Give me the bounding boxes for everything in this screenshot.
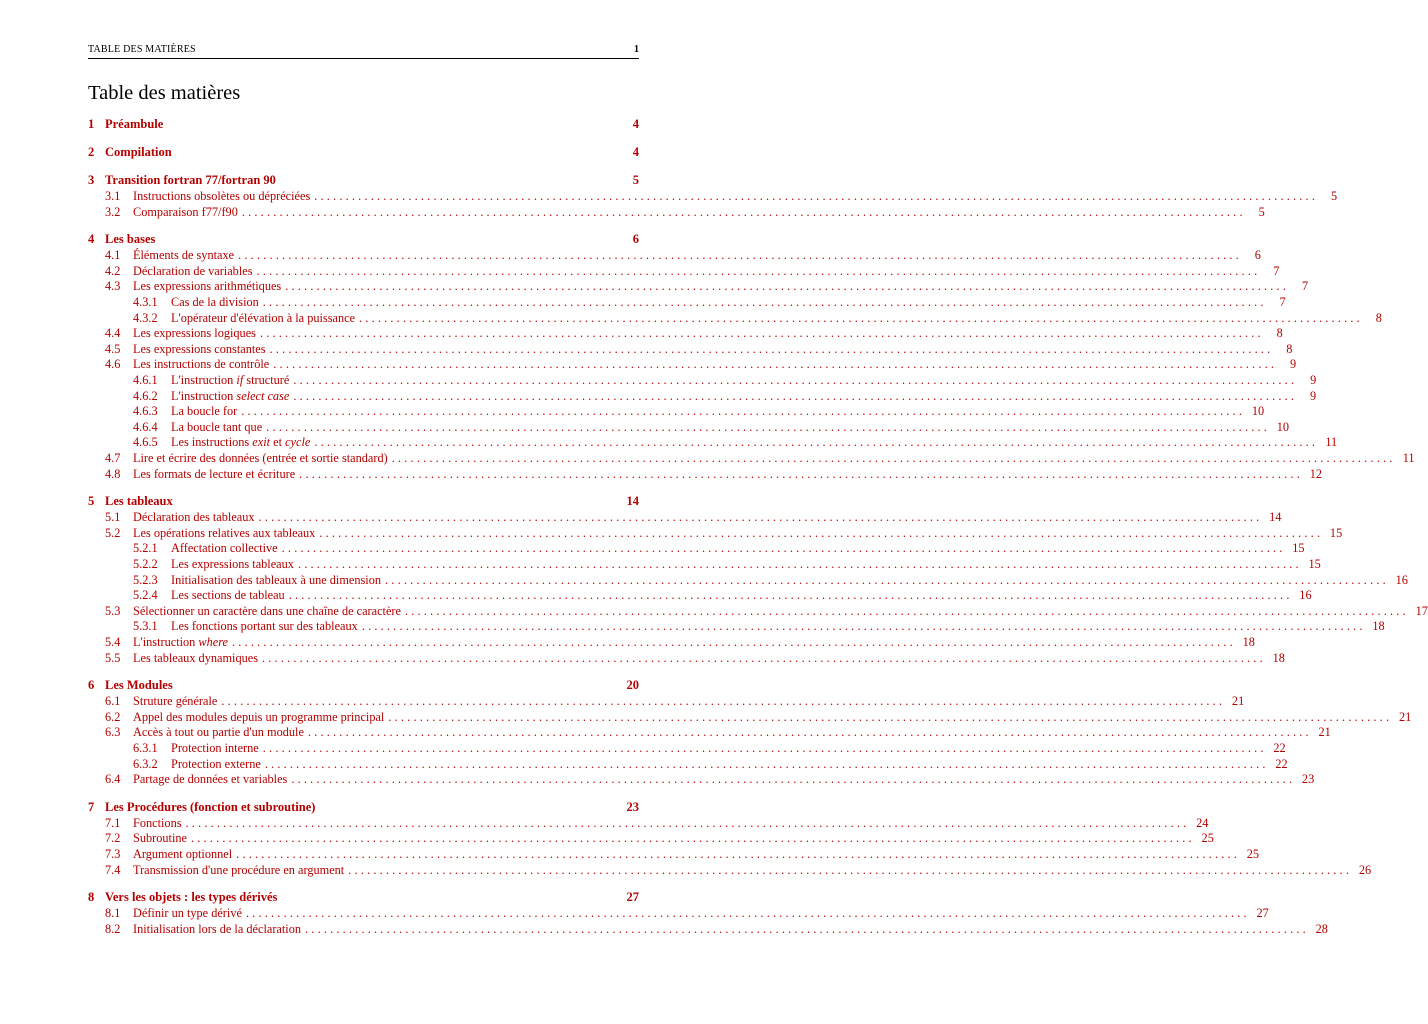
toc-leader-dots: ................................................................................................................................................................ [288,588,1293,603]
toc-entry-page: 27 [626,890,639,905]
toc-leader-dots: ................................................................................................................................................................ [266,419,1271,434]
toc-leader-dots: ................................................................................................................................................................ [241,204,1246,219]
toc-entry-number: 4.3.2 [133,310,158,325]
toc-entry-title: Les sections de tableau [171,588,285,603]
toc-entry-7[interactable] [88,799,639,815]
toc-entry-page: 16 [1299,588,1312,603]
toc-entry-number: 4 [88,232,95,247]
toc-entry-page: 28 [1315,921,1328,936]
toc-entry-page: 16 [1395,572,1408,587]
toc-leader-dots: ................................................................................................................................................................ [262,295,1267,309]
toc-entry-page: 7 [1273,263,1280,278]
toc-entry-page: 10 [1276,419,1290,434]
toc-entry-2[interactable] [88,144,639,160]
toc-leader-dots: ................................................................................................................................................................ [388,709,1393,724]
toc-leader-dots: ................................................................................................................................................................ [297,557,1302,571]
toc-entry-title: L'instruction select case [171,388,290,403]
toc-entry-page: 26 [1358,862,1372,877]
toc-entry-title: Déclaration de variables [133,263,253,278]
toc-entry-5-2-1[interactable] [88,540,1305,556]
toc-leader-dots: ................................................................................................................................................................ [391,451,1396,465]
toc-entry-number: 6.3.1 [133,741,158,755]
toc-leader-dots: ................................................................................................................................................................ [259,326,1264,341]
toc-entry-5-2-4[interactable] [88,587,1312,603]
toc-leader-dots: ................................................................................................................................................................ [262,741,1267,755]
toc-entry-title: Les instructions exit et cycle [171,435,311,450]
toc-leader-dots: ................................................................................................................................................................ [241,404,1246,419]
toc-entry-title: Préambule [105,117,164,131]
toc-entry-6-3-2[interactable] [88,756,1288,772]
toc-entry-5[interactable] [88,493,639,509]
toc-leader-dots: ................................................................................................................................................................ [269,341,1274,356]
toc-entry-page: 25 [1201,831,1214,846]
toc-leader-dots: ................................................................................................................................................................ [281,541,1286,556]
toc-entry-3-2[interactable] [88,204,1265,220]
toc-entry-title: Accès à tout ou partie d'un module [133,725,304,740]
toc-entry-3[interactable] [88,172,639,188]
toc-entry-number: 4.6 [105,357,121,372]
toc-entry-title: Protection interne [171,741,259,755]
toc-entry-title: Les tableaux dynamiques [133,650,258,665]
toc-entry-title: Les expressions logiques [133,326,256,341]
toc-entry-title: Cas de la division [171,295,259,309]
toc-entry-6[interactable] [88,677,639,693]
toc-entry-title: Les tableaux [105,494,173,509]
toc-entry-title: Compilation [105,145,172,159]
toc-entry-page: 5 [1330,189,1338,203]
toc-entry-number: 7.4 [105,862,121,877]
toc-entry-title: Comparaison f77/f90 [133,204,238,219]
toc-entry-6-4[interactable] [88,771,1315,787]
toc-leader-dots: ................................................................................................................................................................ [261,650,1266,665]
toc-entry-number: 6.1 [105,694,121,709]
toc-entry-title: Initialisation des tableaux à une dimension [171,572,382,587]
toc-entry-page: 6 [1254,248,1261,263]
toc-entry-4-4[interactable] [88,325,1283,341]
toc-entry-title: Transmission d'une procédure en argument [133,862,345,877]
toc-entry-5-2-2[interactable] [88,556,1321,572]
toc-entry-number: 7.3 [105,847,121,861]
toc-entry-number: 8 [88,890,95,905]
toc-entry-page: 17 [1415,603,1428,618]
toc-entry-number: 3.1 [105,189,121,203]
toc-entry-number: 6.2 [105,709,121,724]
toc-entry-4-2[interactable] [88,263,1280,279]
toc-entry-title: L'instruction where [133,635,229,649]
toc-entry-4-6-3[interactable] [88,403,1265,419]
toc-entry-number: 4.3 [105,279,121,294]
toc-leader-dots: ................................................................................................................................................................ [299,466,1304,481]
toc-entry-number: 4.5 [105,341,121,356]
toc-entry-4-6-4[interactable] [88,419,1290,435]
toc-entry-page: 6 [632,232,639,247]
toc-entry-page: 11 [1402,451,1415,465]
toc-entry-number: 4.2 [105,263,121,278]
toc-entry-page: 18 [1242,635,1255,649]
toc-entry-title: L'opérateur d'élévation à la puissance [171,310,356,325]
toc-entry-number: 5.2.3 [133,572,158,587]
toc-entry-8-1[interactable] [88,905,1269,921]
toc-entry-page: 4 [632,117,639,131]
toc-entry-5-4[interactable] [88,634,1255,650]
toc-entry-title: Les instructions de contrôle [133,357,270,372]
toc-leader-dots: ................................................................................................................................................................ [348,862,1353,877]
toc-entry-number: 4.8 [105,466,121,481]
toc-entry-4[interactable] [88,231,639,247]
toc-entry-title: Transition fortran 77/fortran 90 [105,173,276,187]
toc-entry-number: 4.7 [105,451,121,465]
toc-entry-number: 4.6.5 [133,435,158,450]
toc-leader-dots: ................................................................................................................................................................ [291,772,1296,787]
toc-entry-4-3-2[interactable] [88,310,1382,326]
toc-entry-page: 8 [1286,341,1293,356]
toc-entry-title: Les formats de lecture et écriture [133,466,296,481]
toc-leader-dots: ................................................................................................................................................................ [221,694,1226,709]
toc-entry-title: Initialisation lors de la déclaration [133,921,302,936]
toc-entry-number: 4.4 [105,326,121,341]
toc-entry-title: Les Modules [105,678,173,693]
toc-entry-number: 5.3.1 [133,619,158,634]
toc-entry-5-2-3[interactable] [88,572,1408,588]
toc-leader-dots: ................................................................................................................................................................ [285,279,1290,294]
toc-entry-number: 6 [88,678,95,693]
toc-leader-dots: ................................................................................................................................................................ [264,756,1269,771]
toc-entry-title: Les expressions tableaux [171,557,294,571]
toc-entry-page: 14 [1269,510,1282,525]
toc-entry-title: L'instruction if structuré [171,373,290,387]
toc-entry-page: 15 [1308,557,1321,571]
toc-entry-4-1[interactable] [88,247,1261,263]
toc-leader-dots: ................................................................................................................................................................ [307,725,1312,740]
toc-entry-page: 15 [1329,525,1343,540]
toc-entry-title: Les opérations relatives aux tableaux [133,525,316,540]
toc-entry-number: 7 [88,799,95,814]
toc-entry-number: 4.1 [105,248,121,263]
toc-entry-page: 5 [1258,204,1265,219]
toc-entry-4-8[interactable] [88,466,1323,482]
toc-leader-dots: ................................................................................................................................................................ [314,435,1319,450]
toc-entry-number: 2 [88,145,95,159]
toc-entry-page: 9 [1310,388,1317,403]
toc-entry-number: 8.2 [105,921,121,936]
toc-entry-title: Appel des modules depuis un programme principal [133,709,385,724]
toc-entry-page: 24 [1196,815,1209,830]
toc-entry-page: 27 [1256,906,1269,921]
toc-entry-4-7[interactable] [88,450,1415,466]
toc-entry-title: Affectation collective [171,541,278,556]
toc-entry-page: 12 [1309,466,1323,481]
toc-entry-title: Protection externe [171,756,261,771]
toc-entry-page: 11 [1325,435,1338,450]
toc-entry-number: 5.1 [105,510,121,525]
toc-entry-5-2[interactable] [88,525,1343,541]
toc-entry-4-5[interactable] [88,341,1293,357]
toc-leader-dots: ................................................................................................................................................................ [236,847,1241,861]
toc-leader-dots: ................................................................................................................................................................ [361,619,1366,634]
toc-entry-number: 4.6.2 [133,388,158,403]
toc-leader-dots: ................................................................................................................................................................ [293,373,1298,387]
toc-entry-number: 5.2.1 [133,541,158,556]
toc-entry-title: Vers les objets : les types dérivés [105,890,278,905]
toc-entry-number: 6.3.2 [133,756,158,771]
toc-entry-title: Éléments de syntaxe [133,248,235,263]
toc-entry-number: 5.4 [105,635,121,649]
toc-entry-page: 22 [1273,741,1286,755]
toc-entry-title: Argument optionnel [133,847,233,861]
toc-entry-title: Les fonctions portant sur des tableaux [171,619,358,634]
toc-leader-dots: ................................................................................................................................................................ [385,572,1389,587]
toc-entry-4-6-5[interactable] [88,434,1338,450]
toc-entry-title: Instructions obsolètes ou dépréciées [133,189,311,203]
toc-entry-page: 21 [1318,725,1331,740]
toc-entry-page: 21 [1398,709,1412,724]
toc-entry-page: 15 [1292,541,1305,556]
toc-entry-page: 18 [1272,650,1285,665]
toc-leader-dots: ................................................................................................................................................................ [238,248,1242,263]
toc-entry-number: 5.2.4 [133,588,158,603]
toc-entry-7-1[interactable] [88,815,1209,831]
toc-entry-number: 5.3 [105,603,121,618]
toc-entry-7-3[interactable] [88,846,1260,862]
toc-entry-5-3-1[interactable] [88,618,1385,634]
toc-entry-title: Sélectionner un caractère dans une chaîne de caractère [133,603,401,618]
toc-entry-number: 3 [88,173,95,187]
toc-entry-6-3-1[interactable] [88,740,1286,756]
toc-entry-page: 23 [626,799,639,814]
toc-leader-dots: ................................................................................................................................................................ [314,189,1319,203]
toc-entry-6-2[interactable] [88,709,1412,725]
toc-entry-title: Lire et écrire des données (entrée et sortie standard) [133,451,388,465]
toc-leader-dots: ................................................................................................................................................................ [256,263,1261,278]
toc-entry-number: 3.2 [105,204,121,219]
toc-entry-number: 4.6.1 [133,373,158,387]
toc-leader-dots: ................................................................................................................................................................ [273,357,1278,372]
toc-entry-title: Struture générale [133,694,218,709]
toc-entry-number: 5.2 [105,525,121,540]
toc-entry-6-1[interactable] [88,693,1245,709]
toc-entry-number: 4.6.3 [133,404,158,419]
toc-entry-number: 8.1 [105,906,121,921]
toc-entry-number: 7.1 [105,815,121,830]
toc-entry-8-2[interactable] [88,921,1328,937]
page-number: 1 [634,44,639,55]
toc-entry-title: Déclaration des tableaux [133,510,255,525]
toc-entry-page: 4 [632,145,639,159]
toc-entry-title: Les expressions constantes [133,341,266,356]
toc-entry-title: Les Procédures (fonction et subroutine) [105,799,316,814]
toc-leader-dots: ................................................................................................................................................................ [232,635,1236,649]
toc-leader-dots: ................................................................................................................................................................ [293,388,1298,403]
toc-entry-number: 6.4 [105,772,121,787]
toc-entry-number: 5 [88,494,95,509]
toc-entry-page: 10 [1251,404,1265,419]
toc-entry-page: 22 [1275,756,1288,771]
toc-entry-4-3[interactable] [88,278,1309,294]
toc-entry-4-6-1[interactable] [88,372,1317,388]
toc-leader-dots: ................................................................................................................................................................ [245,906,1250,921]
toc-entry-number: 1 [88,117,95,131]
toc-leader-dots: ................................................................................................................................................................ [404,603,1409,618]
toc-entry-title: La boucle tant que [171,419,263,434]
toc-entry-page: 8 [1276,326,1283,341]
toc-entry-5-1[interactable] [88,509,1282,525]
toc-entry-page: 5 [632,173,639,187]
toc-leader-dots: ................................................................................................................................................................ [359,310,1363,325]
toc-entry-6-3[interactable] [88,724,1331,740]
toc-entry-page: 8 [1375,310,1382,325]
toc-entry-7-4[interactable] [88,862,1372,878]
toc-entry-page: 7 [1279,295,1286,309]
toc-entry-1[interactable] [88,116,639,132]
running-title: TABLE DES MATIÈRES [88,44,196,55]
toc-entry-page: 18 [1372,619,1385,634]
toc-entry-page: 20 [626,678,639,693]
toc-entry-number: 6.3 [105,725,121,740]
toc-entry-number: 5.5 [105,650,121,665]
toc-entry-title: Subroutine [133,831,187,846]
toc-entry-number: 7.2 [105,831,121,846]
toc-entry-4-6[interactable] [88,356,1297,372]
toc-entry-page: 7 [1301,279,1309,294]
toc-entry-page: 9 [1310,373,1317,387]
toc-entry-4-3-1[interactable] [88,294,1286,310]
toc-entry-number: 4.6.4 [133,419,158,434]
toc-entry-5-5[interactable] [88,650,1285,666]
toc-entry-title: Les expressions arithmétiques [133,279,282,294]
toc-entry-5-3[interactable] [88,603,1428,619]
toc-entry-page: 25 [1246,847,1260,861]
toc-entry-page: 23 [1301,772,1315,787]
toc-leader-dots: ................................................................................................................................................................ [190,831,1195,846]
toc-entry-4-6-2[interactable] [88,388,1317,404]
toc-entry-page: 14 [626,494,639,509]
toc-entry-number: 5.2.2 [133,557,158,571]
toc-entry-title: Partage de données et variables [133,772,288,787]
toc-entry-7-2[interactable] [88,830,1214,846]
toc-leader-dots: ................................................................................................................................................................ [305,921,1309,936]
toc-entry-title: Définir un type dérivé [133,906,242,921]
toc-entry-title: Les bases [105,232,156,247]
toc-entry-page: 9 [1289,357,1297,372]
toc-entry-8[interactable] [88,889,639,905]
toc-entry-title: La boucle for [171,404,238,419]
toc-entry-page: 21 [1231,694,1245,709]
page-title: Table des matières [88,82,241,104]
toc-leader-dots: ................................................................................................................................................................ [319,525,1324,540]
toc-leader-dots: ................................................................................................................................................................ [185,815,1190,830]
toc-entry-number: 4.3.1 [133,295,158,309]
toc-entry-3-1[interactable] [88,188,1338,204]
toc-leader-dots: ................................................................................................................................................................ [258,510,1263,525]
toc-entry-title: Fonctions [133,815,182,830]
